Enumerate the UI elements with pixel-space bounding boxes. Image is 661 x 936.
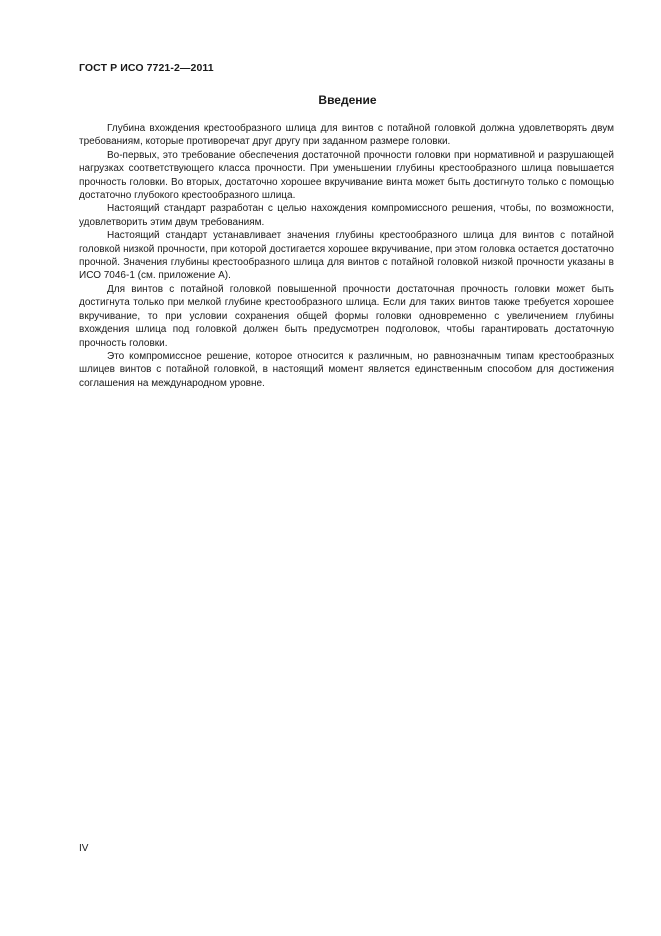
paragraph-3: Настоящий стандарт разработан с целью нахождения компромиссного решения, чтобы, по возможности, удовлетворить этим двум требованиям. [79,203,614,228]
paragraph-5: Для винтов с потайной головкой повышенной прочности достаточная прочность головки может быть достигнута только при мелкой глубине крестообразного шлица. Если для таких винтов также требуется хорошее вкручивание, то при условии сохранения общей формы головки одновременно с увеличением глубины вхождения шлица под головкой должен быть предусмотрен подголовок, чтобы гарантировать достаточную прочность головки. [79,283,614,349]
paragraph-4: Настоящий стандарт устанавливает значения глубины крестообразного шлица для винтов с потайной головкой низкой прочности, при которой достигается хорошее вкручивание, при этом головка остается достаточно прочной. Значения глубины крестообразного шлица для винтов с потайной головкой низкой прочности указаны в ИСО 7046-1 (см. приложение А). [79,230,614,282]
document-header: ГОСТ Р ИСО 7721-2—2011 [79,62,214,74]
page-number: IV [79,843,89,854]
section-title-text: Введение [318,93,377,107]
paragraph-2: Во-первых, это требование обеспечения достаточной прочности головки при нормативной и разрушающей нагрузках соответствующего класса прочности. При уменьшении глубины крестообразного шлица повышается прочность головки. Во вторых, достаточно хорошее вкручивание винта может быть достигнуто только с помощью достаточно глубокого крестообразного шлица. [79,149,614,202]
paragraph-1: Глубина вхождения крестообразного шлица для винтов с потайной головкой должна удовлетворять двум требованиям, которые противоречат друг другу при заданном размере головки. [79,123,614,148]
body-text [79,122,614,390]
paragraph-6: Это компромиссное решение, которое относится к различным, но равнозначным типам крестообразных шлицев винтов с потайной головкой, в настоящий момент является единственным способом для достижения соглашения на международном уровне. [79,350,614,389]
section-title [0,93,661,107]
